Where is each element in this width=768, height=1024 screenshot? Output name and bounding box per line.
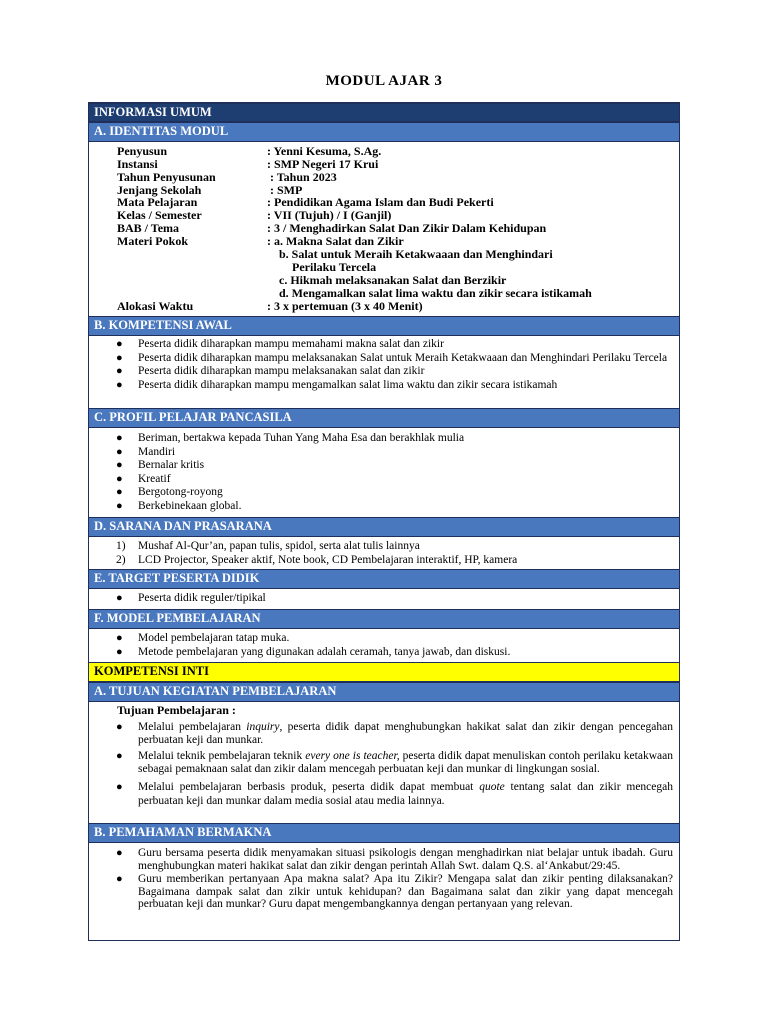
list-item: 2) LCD Projector, Speaker aktif, Note book, CD Pembelajaran interaktif, HP, kamera bbox=[116, 553, 518, 566]
list-item: ● Peserta didik diharapkan mampu memahami makna salat dan zikir bbox=[116, 338, 444, 350]
id-row: Kelas / Semester : VII (Tujuh) / I (Ganjil) bbox=[117, 208, 392, 222]
model-list bbox=[89, 632, 679, 659]
list-item: ● Melalui pembelajaran berbasis produk, peserta didik dapat membuat quote tentang salat dan zikir mencegah perbuatan keji dan munkar dalam media sosial atau media lainnya. bbox=[116, 780, 673, 807]
target-list bbox=[89, 592, 679, 606]
id-row-alokasi: Alokasi Waktu : 3 x pertemuan (3 x 40 Menit) bbox=[117, 299, 423, 313]
list-item: ● Model pembelajaran tatap muka. bbox=[116, 632, 290, 644]
tujuan-block bbox=[89, 704, 679, 808]
id-row: Tahun Penyusunan : Tahun 2023 bbox=[117, 170, 337, 184]
list-item: ● Peserta didik diharapkan mampu mengamalkan salat lima waktu dan zikir secara istikamah bbox=[116, 378, 558, 391]
list-item: ● Peserta didik diharapkan mampu melaksanakan salat dan zikir bbox=[116, 365, 425, 378]
module-table bbox=[88, 102, 680, 941]
section-header-informasi-umum: INFORMASI UMUM bbox=[89, 103, 679, 122]
list-item: ● Berkebinekaan global. bbox=[116, 499, 242, 512]
profil-list bbox=[89, 432, 679, 514]
section-header-pemahaman: B. PEMAHAMAN BERMAKNA bbox=[89, 823, 679, 843]
tujuan-subtitle: Tujuan Pembelajaran : bbox=[117, 703, 236, 717]
section-header-identitas: A. IDENTITAS MODUL bbox=[89, 122, 679, 142]
list-item: ● Metode pembelajaran yang digunakan adalah ceramah, tanya jawab, dan diskusi. bbox=[116, 645, 511, 658]
sarana-list bbox=[89, 540, 679, 567]
list-item: ● Bernalar kritis bbox=[116, 459, 205, 472]
section-header-model: F. MODEL PEMBELAJARAN bbox=[89, 609, 679, 629]
list-item: ● Peserta didik diharapkan mampu melaksanakan Salat untuk Meraih Ketakwaaan dan Menghindari Perilaku Tercela bbox=[116, 351, 668, 364]
pemahaman-list bbox=[89, 847, 679, 911]
kompetensi-awal-list bbox=[89, 338, 679, 392]
id-row: Mata Pelajaran : Pendidikan Agama Islam dan Budi Pekerti bbox=[117, 195, 494, 209]
id-row: BAB / Tema : 3 / Menghadirkan Salat Dan Zikir Dalam Kehidupan bbox=[117, 221, 547, 235]
id-row: Jenjang Sekolah : SMP bbox=[117, 183, 303, 197]
list-item: 1) Mushaf Al-Qur’an, papan tulis, spidol, serta alat tulis lainnya bbox=[116, 540, 420, 552]
materi-item: c. Hikmah melaksanakan Salat dan Berzikir bbox=[279, 273, 507, 287]
list-item: ● Guru bersama peserta didik menyamakan situasi psikologis dengan menghadirkan niat belajar untuk ibadah. Guru menghubungkan materi hakikat salat dan zikir dengan perintah Allah Swt. dalam Q.S. al‘Ankabut/29:45. bbox=[116, 847, 673, 872]
materi-item: d. Mengamalkan salat lima waktu dan zikir secara istikamah bbox=[279, 286, 592, 300]
list-item: ● Mandiri bbox=[116, 445, 176, 458]
section-header-target: E. TARGET PESERTA DIDIK bbox=[89, 569, 679, 589]
section-header-tujuan: A. TUJUAN KEGIATAN PEMBELAJARAN bbox=[89, 682, 679, 702]
materi-item: b. Salat untuk Meraih Ketakwaaan dan Menghindari bbox=[279, 247, 553, 261]
section-header-sarana: D. SARANA DAN PRASARANA bbox=[89, 517, 679, 537]
id-row: Instansi : SMP Negeri 17 Krui bbox=[117, 157, 379, 171]
list-item: ● Beriman, bertakwa kepada Tuhan Yang Maha Esa dan berakhlak mulia bbox=[116, 432, 465, 444]
section-header-kompetensi-awal: B. KOMPETENSI AWAL bbox=[89, 316, 679, 336]
list-item: ● Kreatif bbox=[116, 472, 171, 485]
id-row: Penyusun : Yenni Kesuma, S.Ag. bbox=[117, 144, 382, 158]
section-header-profil: C. PROFIL PELAJAR PANCASILA bbox=[89, 408, 679, 428]
list-item: ● Melalui teknik pembelajaran teknik every one is teacher, peserta didik dapat menuliskan contoh perilaku ketakwaan sebagai pemaknaan salat dan zikir dalam mencegah perbuatan keji dan munkar di lingkungan sosial. bbox=[116, 749, 673, 776]
id-row: Materi Pokok : a. Makna Salat dan Zikir bbox=[117, 234, 404, 248]
materi-item: Perilaku Tercela bbox=[292, 260, 377, 274]
list-item: ● Bergotong-royong bbox=[116, 486, 223, 499]
document-title: MODUL AJAR 3 bbox=[325, 73, 443, 89]
list-item: ● Melalui pembelajaran inquiry, peserta didik dapat menghubungkan hakikat salat dan zikir dengan pencegahan perbuatan keji dan munkar. bbox=[116, 720, 673, 747]
list-item: ● Peserta didik reguler/tipikal bbox=[116, 592, 266, 604]
list-item: ● Guru memberikan pertanyaan Apa makna salat? Apa itu Zikir? Mengapa salat dan zikir penting dilaksanakan? Bagaimana dampak salat dan zikir untuk kehidupan? dan Bagaimana salat dan zikir yang dapat mencegah perbuatan keji dan munkar? Guru dapat mengembangkannya dengan pertanyaan yang relevan. bbox=[116, 873, 673, 911]
section-header-kompetensi-inti: KOMPETENSI INTI bbox=[89, 662, 679, 682]
